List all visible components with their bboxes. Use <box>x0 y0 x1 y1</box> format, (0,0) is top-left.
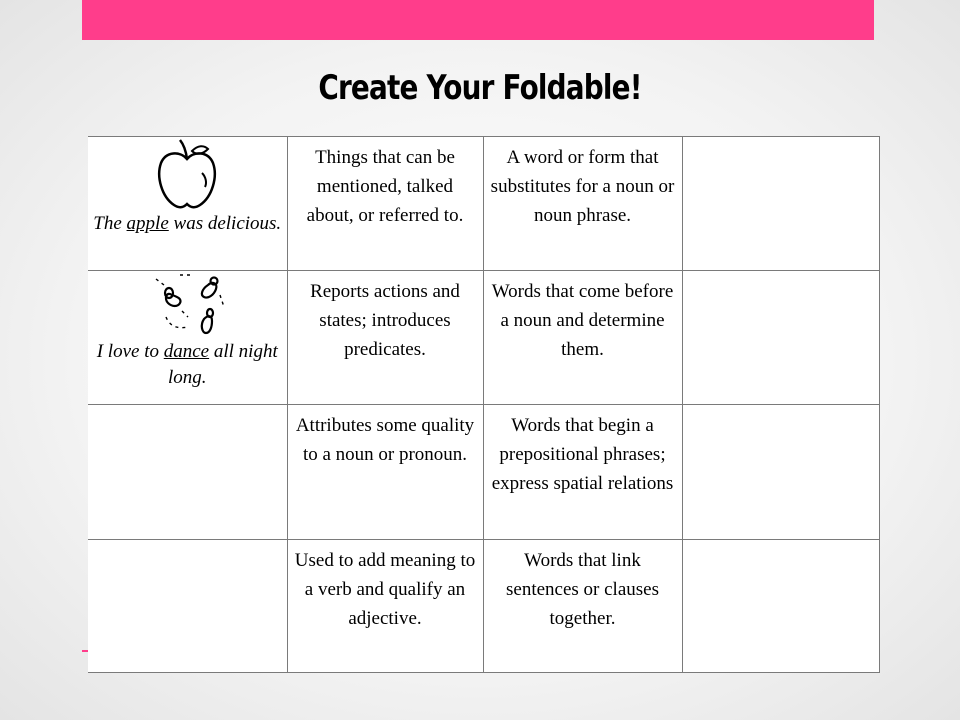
table-row <box>88 271 879 405</box>
definition-cell: Words that come before a noun and determine them. <box>483 271 682 405</box>
blank-cell <box>88 405 287 540</box>
top-accent-bar <box>82 0 874 40</box>
definition-cell: Used to add meaning to a verb and qualify an adjective. <box>287 540 483 673</box>
foldable-table <box>88 136 880 673</box>
table-row <box>88 405 879 540</box>
definition-cell: Attributes some quality to a noun or pronoun. <box>287 405 483 540</box>
table-row <box>88 137 879 271</box>
example-cell <box>88 271 287 405</box>
example-sentence: The apple was delicious. <box>93 213 282 234</box>
definition-cell: Words that begin a prepositional phrases; express spatial relations <box>483 405 682 540</box>
example-sentence: I love to dance all night long. <box>96 341 278 388</box>
footprints-icon <box>142 271 232 339</box>
table-row <box>88 540 879 673</box>
definition-cell: Words that link sentences or clauses together. <box>483 540 682 673</box>
definition-cell: A word or form that substitutes for a noun or noun phrase. <box>483 137 682 271</box>
definition-cell: Things that can be mentioned, talked about, or referred to. <box>287 137 483 271</box>
blank-cell <box>682 271 879 405</box>
blank-cell <box>88 540 287 673</box>
blank-cell <box>682 405 879 540</box>
apple-icon <box>152 137 222 211</box>
slide-title: Create Your Foldable! <box>318 68 642 108</box>
definition-cell: Reports actions and states; introduces predicates. <box>287 271 483 405</box>
blank-cell <box>682 540 879 673</box>
blank-cell <box>682 137 879 271</box>
example-cell <box>88 137 287 271</box>
